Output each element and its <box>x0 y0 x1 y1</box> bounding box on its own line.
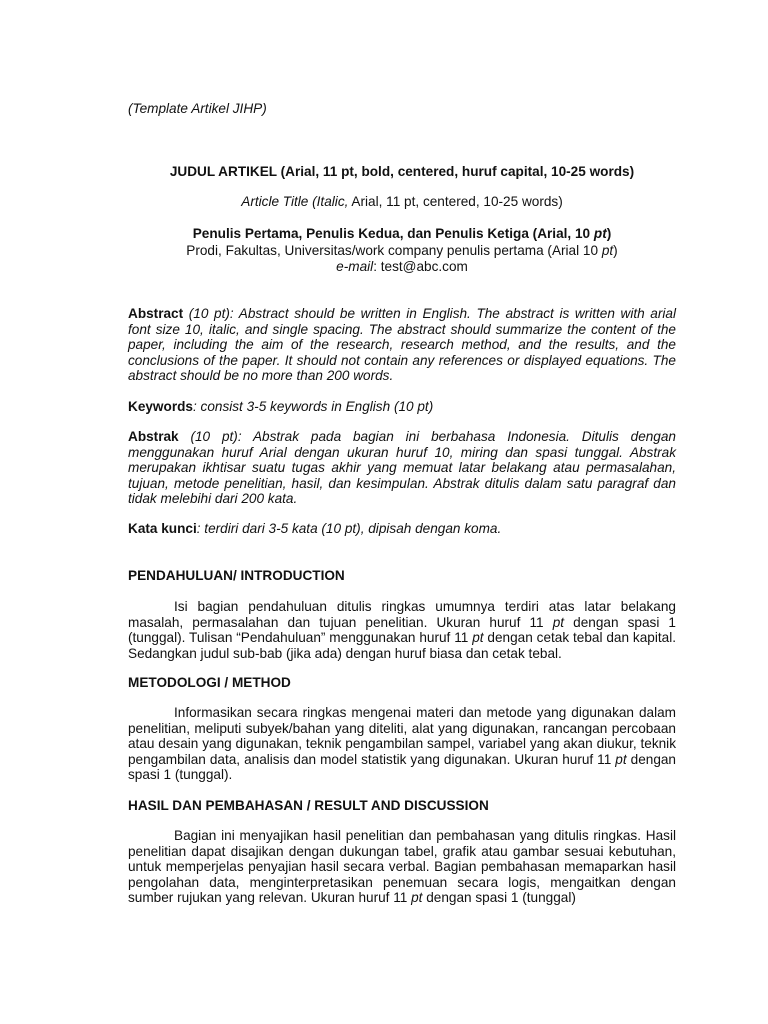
author-affiliation <box>128 243 676 259</box>
author-names-pt: pt <box>593 226 607 241</box>
author-names <box>128 226 676 242</box>
method-pt-1: pt <box>615 751 627 767</box>
intro-pt-1: pt <box>552 614 565 630</box>
results-text-1: Bagian ini menyajikan hasil penelitian dan pembahasan yang ditulis ringkas. Hasil penelitian dapat disajikan dengan dukungan tabel, grafik atau gambar sesuai kebutuhan, untuk memperjelas penyajian hasil secara verbal. Bagian pembahasan memaparkan hasil pengolahan data, menginterpretasikan penemuan secara logis, mengaitkan dengan sumber rujukan yang relevan. Ukuran huruf 11 <box>128 828 676 906</box>
section-body-introduction <box>128 599 676 661</box>
method-text-1: Informasikan secara ringkas mengenai materi dan metode yang digunakan dalam penelitian, meliputi subyek/bahan yang diteliti, alat yang digunakan, rancangan percobaan atau desain yang digunakan, teknik pengambilan sampel, variabel yang akan diukur, teknik pengambilan data, analisis dan model statistik yang digunakan. Ukuran huruf 11 <box>128 705 676 767</box>
abstract-english-text: (10 pt): Abstract should be written in English. The abstract is written with arial font size 10, italic, and single spacing. The abstract should summarize the content of the paper, including the aim of the research, research method, and the results, and the conclusions of the paper. It should not contain any references or displayed equations. The abstract should be no more than 200 words. <box>128 306 676 384</box>
template-label: (Template Artikel JIHP) <box>128 101 267 116</box>
method-text-2: dengan spasi 1 (tunggal). <box>128 751 676 783</box>
subtitle-italic-part: Article Title (Italic, <box>241 194 349 209</box>
section-heading-method: METODOLOGI / METHOD <box>128 675 291 690</box>
author-names-close: ) <box>606 226 612 241</box>
keywords-indonesian-label: Kata kunci <box>128 521 197 536</box>
intro-text-1: Isi bagian pendahuluan ditulis ringkas umumnya terdiri atas latar belakang masalah, permasalahan dan tujuan penelitian. Ukuran huruf 11 <box>128 599 676 630</box>
affiliation-text: Prodi, Fakultas, Universitas/work company penulis pertama (Arial 10 <box>186 243 602 258</box>
section-body-results <box>128 828 676 906</box>
author-email <box>128 259 676 275</box>
keywords-indonesian <box>128 521 676 537</box>
intro-text-3: dengan cetak tebal dan kapital. Sedangkan judul sub-bab (jika ada) dengan huruf biasa dan cetak tebal. <box>128 630 677 661</box>
abstract-indonesian <box>128 429 676 507</box>
abstract-english <box>128 306 676 384</box>
affiliation-pt: pt <box>601 243 614 258</box>
results-text-2: dengan spasi 1 (tunggal) <box>422 890 576 906</box>
author-names-text: Penulis Pertama, Penulis Kedua, dan Penulis Ketiga (Arial, 10 <box>192 226 594 241</box>
section-body-method <box>128 705 676 783</box>
email-label: e-mail <box>336 259 374 274</box>
section-heading-results: HASIL DAN PEMBAHASAN / RESULT AND DISCUSSION <box>128 798 489 813</box>
abstract-indonesian-label: Abstrak <box>128 429 179 444</box>
affiliation-close: ) <box>613 243 618 258</box>
keywords-english-label: Keywords <box>128 399 193 414</box>
email-value: : test@abc.com <box>373 259 468 274</box>
keywords-indonesian-text: : terdiri dari 3-5 kata (10 pt), dipisah dengan koma. <box>196 521 502 536</box>
abstract-english-label: Abstract <box>128 306 184 321</box>
article-subtitle <box>128 194 676 210</box>
abstract-indonesian-text: (10 pt): Abstrak pada bagian ini berbahasa Indonesia. Ditulis dengan menggunakan huruf Arial dengan ukuran huruf 10, miring dan spasi tunggal. Abstrak merupakan ikhtisar suatu tugas akhir yang memuat latar belakang atau permasalahan, tujuan, metode penelitian, hasil, dan kesimpulan. Abstrak ditulis dalam satu paragraf dan tidak melebihi dari 200 kata. <box>128 429 676 507</box>
article-title: JUDUL ARTIKEL (Arial, 11 pt, bold, centered, huruf capital, 10-25 words) <box>169 164 635 179</box>
results-pt-1: pt <box>411 890 423 906</box>
section-heading-introduction: PENDAHULUAN/ INTRODUCTION <box>128 568 345 583</box>
subtitle-plain-part: Arial, 11 pt, centered, 10-25 words) <box>348 194 563 209</box>
intro-text-2: dengan spasi 1 (tunggal). Tulisan “Pendahuluan” menggunakan huruf 11 <box>128 614 676 646</box>
keywords-english-text: : consist 3-5 keywords in English (10 pt) <box>192 399 434 414</box>
intro-pt-2: pt <box>472 630 484 646</box>
keywords-english <box>128 399 676 415</box>
